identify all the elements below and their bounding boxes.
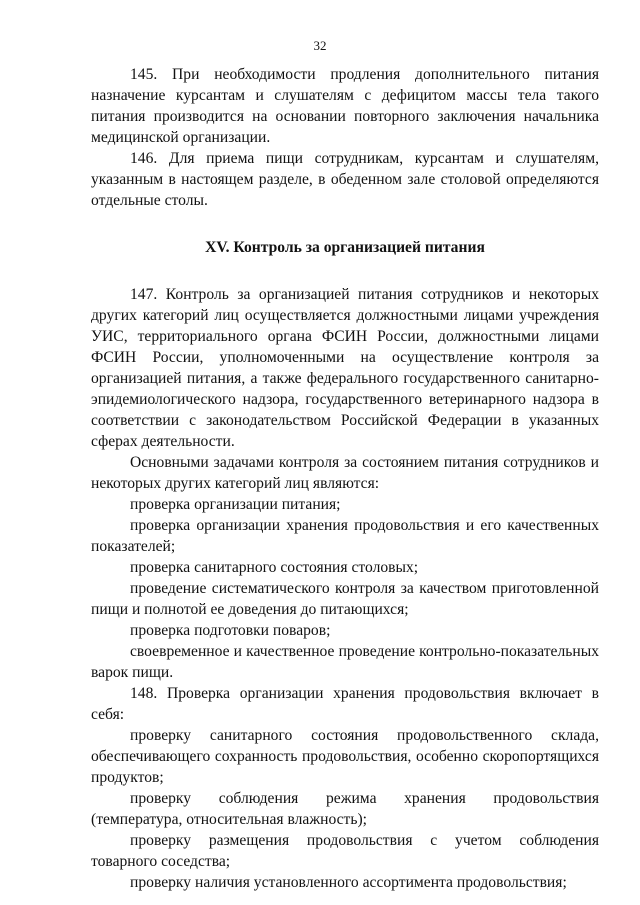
list-item: проверка организации питания; — [130, 496, 341, 513]
list-item: проверка подготовки поваров; — [130, 622, 331, 639]
list-item: проверку соблюдения режима хранения продовольствия (температура, относительная влажность); — [91, 790, 599, 828]
list-item: проверку размещения продовольствия с учетом соблюдения товарного соседства; — [91, 832, 599, 870]
paragraph-control-tasks-intro: Основными задачами контроля за состоянием питания сотрудников и некоторых других категорий лиц являются: — [91, 454, 599, 492]
list-item: проверку санитарного состояния продовольственного склада, обеспечивающего сохранность продовольствия, особенно скоропортящихся продуктов; — [91, 727, 599, 786]
section-title: XV. Контроль за организацией питания — [205, 239, 485, 256]
paragraph-148: 148. Проверка организации хранения продовольствия включает в себя: — [91, 685, 599, 723]
paragraph-145: 145. При необходимости продления дополнительного питания назначение курсантам и слушателям с дефицитом массы тела такого питания производится на основании повторного заключения начальника медицинской организации. — [91, 66, 599, 146]
list-item: проведение систематического контроля за качеством приготовленной пищи и полнотой ее доведения до питающихся; — [91, 580, 599, 618]
paragraph-146: 146. Для приема пищи сотрудникам, курсантам и слушателям, указанным в настоящем разделе, в обеденном зале столовой определяются отдельные столы. — [91, 150, 599, 209]
list-item: проверка санитарного состояния столовых; — [130, 559, 419, 576]
list-item: проверку наличия установленного ассортимента продовольствия; — [130, 874, 567, 891]
paragraph-147: 147. Контроль за организацией питания сотрудников и некоторых других категорий лиц осуществляется должностными лицами учреждения УИС, территориального органа ФСИН России, должностными лицами ФСИН России, уполномоченными на осуществление контроля за организацией питания, а также федерального государственного санитарно-эпидемиологического надзора, государственного ветеринарного надзора в соответствии с законодательством Российской Федерации в указанных сферах деятельности. — [91, 286, 599, 450]
list-item: своевременное и качественное проведение контрольно-показательных варок пищи. — [91, 643, 599, 681]
document-body — [91, 64, 599, 893]
list-item: проверка организации хранения продовольствия и его качественных показателей; — [91, 517, 599, 555]
page-number: 32 — [313, 38, 327, 53]
